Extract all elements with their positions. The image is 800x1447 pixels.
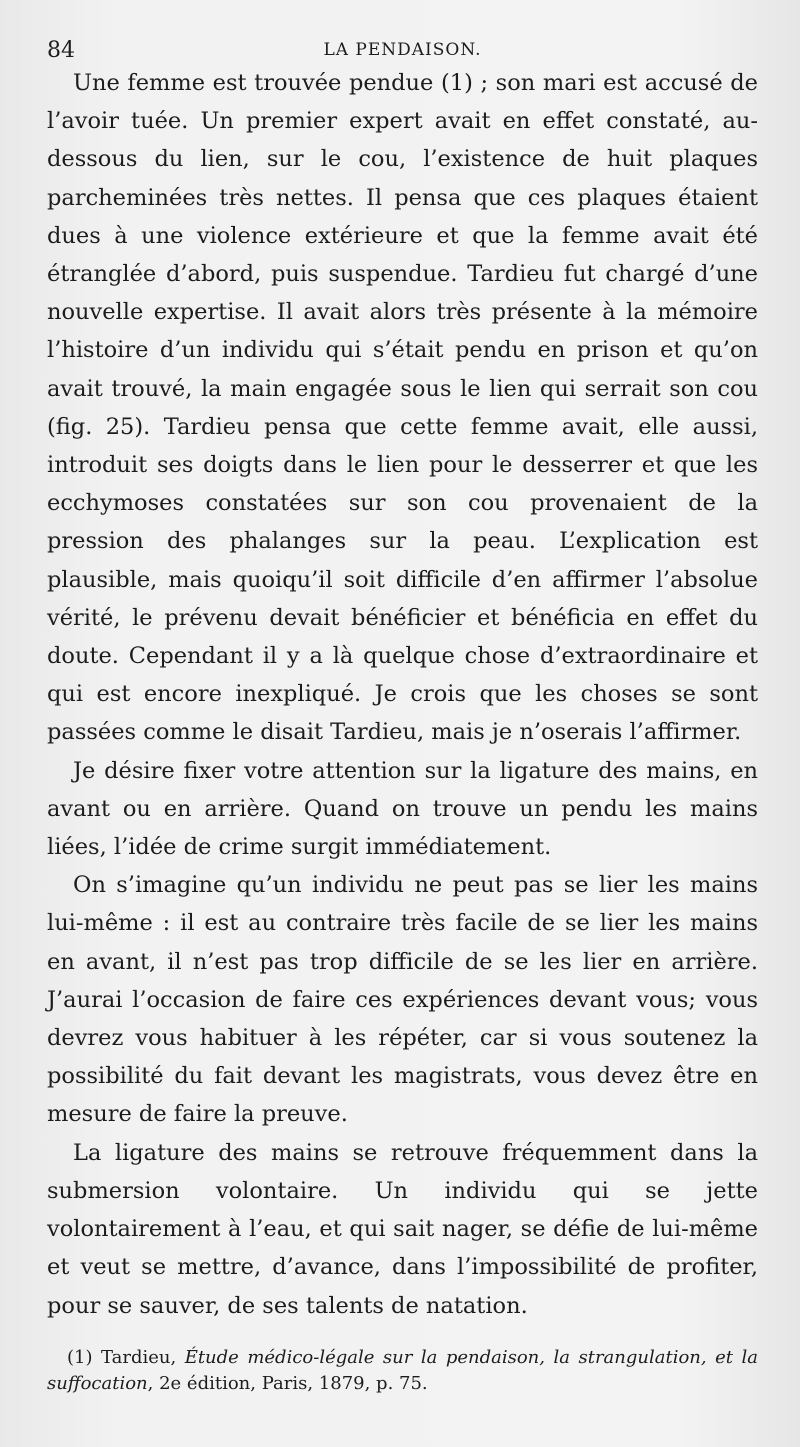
footnote-title: Étude médico-légale sur la pendaison, la strangulation, et la suffocation xyxy=(47,1346,758,1394)
page-header xyxy=(47,0,758,64)
running-head: LA PENDAISON. xyxy=(323,40,482,60)
paragraph: Je désire fixer votre attention sur la ligature des mains, en avant ou en arrière. Quand on trouve un pendu les mains liées, l’idée de crime surgit immédiatement. xyxy=(47,757,758,861)
paragraph: Une femme est trouvée pendue (1) ; son mari est accusé de l’avoir tuée. Un premier expert avait en effet constaté, au-dessous du lien, sur le cou, l’existence de huit plaques parcheminées très nettes. Il pensa que ces plaques étaient dues à une violence extérieure et que la femme avait été étranglée d’abord, puis suspendue. Tardieu fut chargé d’une nouvelle expertise. Il avait alors très présente à la mémoire l’histoire d’un individu qui s’était pendu en prison et qu’on avait trouvé, la main engagée sous le lien qui serrait son cou (fig. 25). Tardieu pensa que cette femme avait, elle aussi, introduit ses doigts dans le lien pour le desserrer et que les ecchymoses constatées sur son cou provenaient de la pression des phalanges sur la peau. L’explication est plausible, mais quoiqu’il soit difficile d’en affirmer l’absolue vérité, le prévenu devait bénéficier et bénéficia en effet du doute. Cependant il y a là quelque chose d’extraordinaire et qui est encore inexpliqué. Je crois que les choses se sont passées comme le disait Tardieu, mais je n’oserais l’affirmer. xyxy=(47,70,758,746)
footnote xyxy=(47,1345,758,1397)
footnote-marker: (1) Tardieu, xyxy=(67,1346,185,1368)
paragraph: On s’imagine qu’un individu ne peut pas se lier les mains lui-même : il est au contraire très facile de se lier les mains en avant, il n’est pas trop difficile de se les lier en arrière. J’aurai l’occasion de faire ces expériences devant vous; vous devrez vous habituer à les répéter, car si vous soutenez la possibilité du fait devant les magistrats, vous devez être en mesure de faire la preuve. xyxy=(47,872,758,1128)
paragraph: La ligature des mains se retrouve fréquemment dans la submersion volontaire. Un individu qui se jette volontairement à l’eau, et qui sait nager, se défie de lui-même et veut se mettre, d’avance, dans l’impossibilité de profiter, pour se sauver, de ses talents de natation. xyxy=(47,1139,758,1319)
footnote-details: , 2e édition, Paris, 1879, p. 75. xyxy=(147,1372,428,1394)
page-number: 84 xyxy=(47,38,75,63)
body-text xyxy=(47,64,758,1325)
